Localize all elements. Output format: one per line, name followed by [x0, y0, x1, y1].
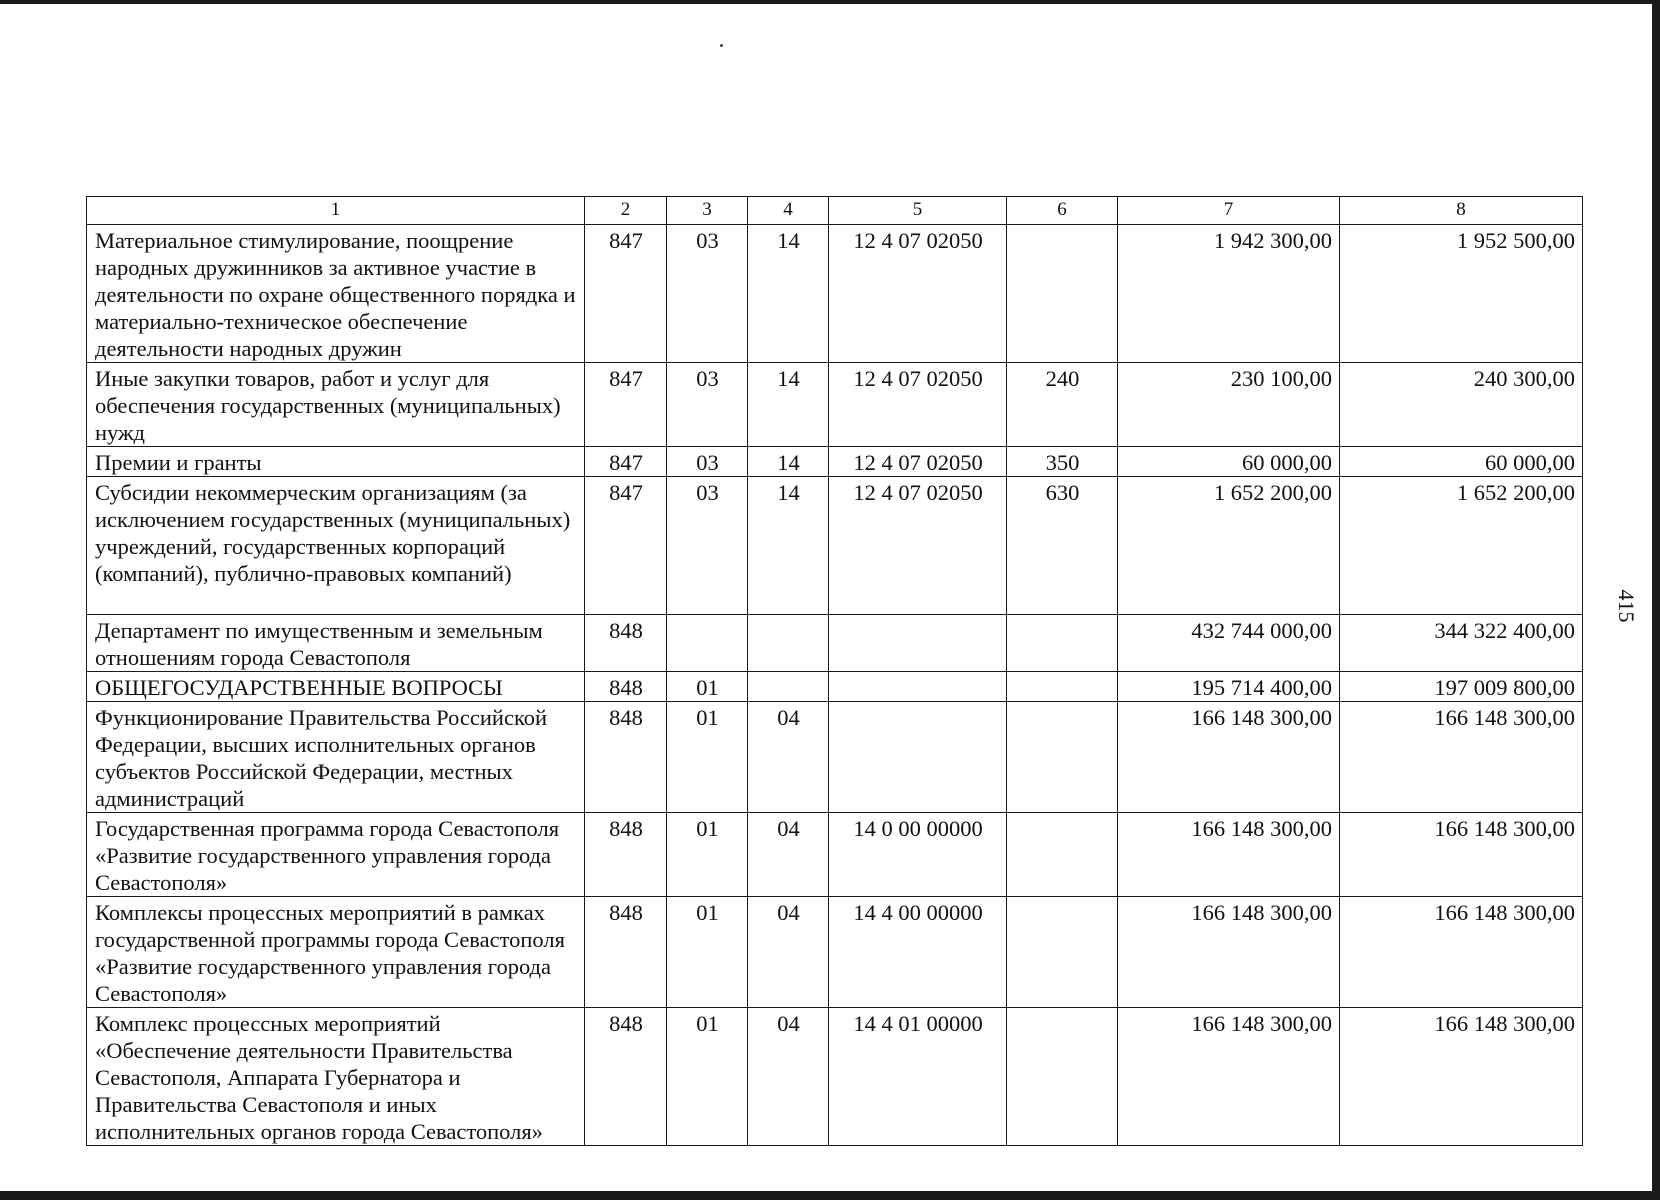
row-csr: 14 4 01 00000: [829, 1008, 1007, 1146]
row-sum-year2: 166 148 300,00: [1340, 1008, 1583, 1146]
row-rz: 01: [667, 897, 748, 1008]
row-csr: 14 0 00 00000: [829, 813, 1007, 897]
table-row: [87, 813, 1583, 897]
row-name: Иные закупки товаров, работ и услуг для обеспечения государственных (муниципальных) нужд: [87, 363, 585, 447]
row-ved: 848: [585, 1008, 667, 1146]
header-cell: 3: [667, 197, 748, 225]
row-name: Государственная программа города Севастополя «Развитие государственного управления города Севастополя»: [87, 813, 585, 897]
row-rz: 03: [667, 225, 748, 363]
row-sum-year2: 166 148 300,00: [1340, 813, 1583, 897]
row-vr: [1007, 615, 1118, 672]
row-vr: 350: [1007, 447, 1118, 477]
row-pr: 04: [748, 897, 829, 1008]
row-rz: 01: [667, 813, 748, 897]
header-cell: 8: [1340, 197, 1583, 225]
scan-speck: [720, 44, 723, 47]
row-csr: [829, 615, 1007, 672]
row-vr: [1007, 225, 1118, 363]
row-name: Функционирование Правительства Российской Федерации, высших исполнительных органов субъектов Российской Федерации, местных администраций: [87, 702, 585, 813]
row-pr: 14: [748, 363, 829, 447]
row-ved: 848: [585, 813, 667, 897]
row-name: Комплексы процессных мероприятий в рамках государственной программы города Севастополя «Развитие государственного управления города Севастополя»: [87, 897, 585, 1008]
row-name: Комплекс процессных мероприятий «Обеспечение деятельности Правительства Севастополя, Аппарата Губернатора и Правительства Севастополя и иных исполнительных органов города Севастополя»: [87, 1008, 585, 1146]
table-row: [87, 477, 1583, 615]
row-sum-year1: 166 148 300,00: [1118, 897, 1340, 1008]
row-name: Субсидии некоммерческим организациям (за исключением государственных (муниципальных) учреждений, государственных корпораций (компаний), публично-правовых компаний): [87, 477, 585, 615]
row-sum-year2: 1 952 500,00: [1340, 225, 1583, 363]
scan-border-top: [0, 0, 1660, 4]
row-pr: 04: [748, 702, 829, 813]
row-ved: 847: [585, 225, 667, 363]
row-ved: 847: [585, 447, 667, 477]
row-ved: 848: [585, 615, 667, 672]
row-sum-year2: 1 652 200,00: [1340, 477, 1583, 615]
row-csr: [829, 672, 1007, 702]
row-sum-year1: 195 714 400,00: [1118, 672, 1340, 702]
table-row: [87, 225, 1583, 363]
row-sum-year1: 166 148 300,00: [1118, 813, 1340, 897]
table-row: [87, 363, 1583, 447]
row-ved: 848: [585, 672, 667, 702]
row-csr: 12 4 07 02050: [829, 363, 1007, 447]
row-pr: 14: [748, 225, 829, 363]
row-pr: [748, 672, 829, 702]
row-ved: 847: [585, 363, 667, 447]
row-pr: 14: [748, 447, 829, 477]
table-row: [87, 672, 1583, 702]
row-vr: 630: [1007, 477, 1118, 615]
row-rz: [667, 615, 748, 672]
row-rz: 03: [667, 447, 748, 477]
row-vr: [1007, 813, 1118, 897]
row-vr: 240: [1007, 363, 1118, 447]
row-sum-year1: 1 942 300,00: [1118, 225, 1340, 363]
row-rz: 01: [667, 702, 748, 813]
row-csr: 12 4 07 02050: [829, 447, 1007, 477]
row-sum-year1: 60 000,00: [1118, 447, 1340, 477]
row-pr: 04: [748, 813, 829, 897]
budget-table: [86, 196, 1583, 1146]
row-sum-year2: 197 009 800,00: [1340, 672, 1583, 702]
table-row: [87, 615, 1583, 672]
row-sum-year2: 60 000,00: [1340, 447, 1583, 477]
header-cell: 6: [1007, 197, 1118, 225]
row-sum-year2: 240 300,00: [1340, 363, 1583, 447]
scan-border-bottom: [0, 1191, 1660, 1200]
table-row: [87, 447, 1583, 477]
row-name: Премии и гранты: [87, 447, 585, 477]
row-name: ОБЩЕГОСУДАРСТВЕННЫЕ ВОПРОСЫ: [87, 672, 585, 702]
row-csr: [829, 702, 1007, 813]
row-csr: 12 4 07 02050: [829, 225, 1007, 363]
row-csr: 12 4 07 02050: [829, 477, 1007, 615]
row-sum-year1: 1 652 200,00: [1118, 477, 1340, 615]
page-number: 415: [1614, 589, 1639, 623]
row-ved: 848: [585, 897, 667, 1008]
header-cell: 2: [585, 197, 667, 225]
row-name: Материальное стимулирование, поощрение народных дружинников за активное участие в деятельности по охране общественного порядка и материально-техническое обеспечение деятельности народных дружин: [87, 225, 585, 363]
row-name: Департамент по имущественным и земельным отношениям города Севастополя: [87, 615, 585, 672]
row-ved: 847: [585, 477, 667, 615]
row-sum-year2: 344 322 400,00: [1340, 615, 1583, 672]
table-row: [87, 1008, 1583, 1146]
table-row: [87, 897, 1583, 1008]
row-vr: [1007, 672, 1118, 702]
header-cell: 5: [829, 197, 1007, 225]
row-sum-year1: 230 100,00: [1118, 363, 1340, 447]
header-cell: 4: [748, 197, 829, 225]
row-sum-year1: 166 148 300,00: [1118, 1008, 1340, 1146]
row-pr: [748, 615, 829, 672]
row-rz: 03: [667, 477, 748, 615]
row-sum-year1: 166 148 300,00: [1118, 702, 1340, 813]
row-sum-year1: 432 744 000,00: [1118, 615, 1340, 672]
header-cell: 1: [87, 197, 585, 225]
row-rz: 03: [667, 363, 748, 447]
row-ved: 848: [585, 702, 667, 813]
row-sum-year2: 166 148 300,00: [1340, 897, 1583, 1008]
row-vr: [1007, 897, 1118, 1008]
row-vr: [1007, 1008, 1118, 1146]
table-row: [87, 702, 1583, 813]
table-header-row: [87, 197, 1583, 225]
row-rz: 01: [667, 672, 748, 702]
scan-border-right: [1652, 0, 1660, 1200]
row-pr: 04: [748, 1008, 829, 1146]
row-pr: 14: [748, 477, 829, 615]
row-csr: 14 4 00 00000: [829, 897, 1007, 1008]
header-cell: 7: [1118, 197, 1340, 225]
row-sum-year2: 166 148 300,00: [1340, 702, 1583, 813]
row-vr: [1007, 702, 1118, 813]
row-rz: 01: [667, 1008, 748, 1146]
